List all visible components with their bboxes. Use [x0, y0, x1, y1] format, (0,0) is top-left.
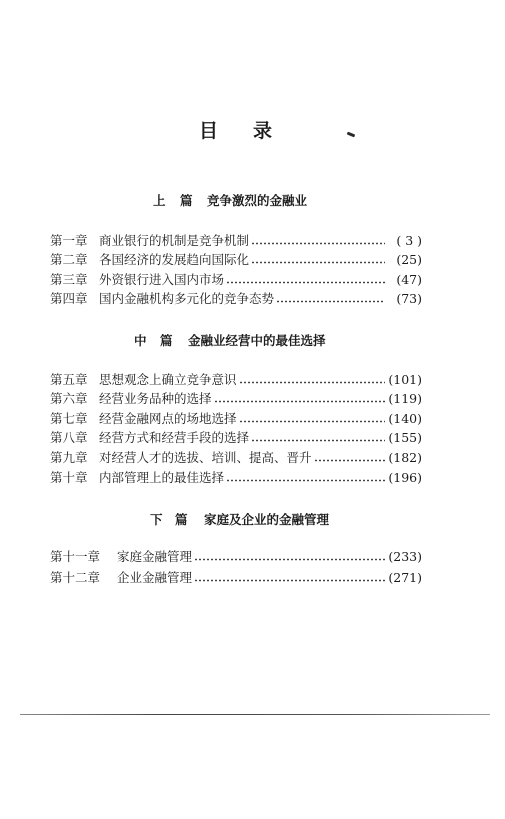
chapter-title: 国内金融机构多元化的竞争态势 [99, 291, 275, 306]
dot-leader [276, 290, 385, 307]
chapter-number: 第十二章 [50, 570, 101, 585]
chapter-title: 家庭金融管理 [117, 549, 193, 564]
dot-leader [251, 429, 385, 446]
toc-entry [50, 548, 422, 565]
page-number: (73) [396, 291, 422, 306]
chapter-number: 第十章 [50, 470, 88, 485]
dot-leader [251, 251, 385, 268]
section-pian-label: 篇 [160, 333, 173, 348]
footer-rule [20, 714, 490, 715]
toc-entry [50, 390, 422, 407]
section-part-label: 下 [150, 512, 163, 527]
toc-entry [50, 290, 422, 307]
chapter-number: 第六章 [50, 391, 88, 406]
page-number: ( 3 ) [396, 233, 422, 248]
toc-entry [50, 232, 422, 249]
chapter-number: 第七章 [50, 411, 88, 426]
chapter-number: 第十一章 [50, 549, 101, 564]
page-number: (140) [388, 411, 422, 426]
toc-entry [50, 271, 422, 288]
dot-leader [251, 232, 385, 249]
page-number: (101) [388, 372, 422, 387]
chapter-number: 第五章 [50, 372, 88, 387]
dot-leader [194, 569, 385, 586]
section-heading: 竞争激烈的金融业 [207, 193, 308, 208]
page-title-char-1: 目 [199, 120, 219, 142]
section-heading: 金融业经营中的最佳选择 [188, 333, 326, 348]
chapter-title: 思想观念上确立竞争意识 [99, 372, 237, 387]
dot-leader [194, 548, 385, 565]
page-number: (233) [388, 549, 422, 564]
page-number: (271) [388, 570, 422, 585]
page-number: (25) [396, 252, 422, 267]
page-number: (155) [388, 430, 422, 445]
page-number: (182) [388, 450, 422, 465]
chapter-title: 商业银行的机制是竞争机制 [99, 233, 250, 248]
toc-entry [50, 569, 422, 586]
chapter-title: 外资银行进入国内市场 [99, 272, 225, 287]
chapter-title: 经营业务品种的选择 [99, 391, 212, 406]
chapter-title: 经营方式和经营手段的选择 [99, 430, 250, 445]
page-number: (196) [388, 470, 422, 485]
dot-leader [226, 469, 385, 486]
chapter-title: 内部管理上的最佳选择 [99, 470, 225, 485]
dot-leader [214, 390, 385, 407]
toc-entry [50, 429, 422, 446]
toc-entry [50, 251, 422, 268]
section-part-label: 中 [134, 333, 147, 348]
dot-leader [239, 410, 385, 427]
toc-entry [50, 410, 422, 427]
chapter-number: 第九章 [50, 450, 88, 465]
section-heading: 家庭及企业的金融管理 [204, 512, 330, 527]
chapter-number: 第三章 [50, 272, 88, 287]
chapter-title: 对经营人才的选拔、培训、提高、晋升 [99, 450, 312, 465]
toc-entry [50, 371, 422, 388]
chapter-number: 第八章 [50, 430, 88, 445]
section-pian-label: 篇 [175, 512, 188, 527]
dot-leader [239, 371, 385, 388]
dot-leader [226, 271, 385, 288]
chapter-title: 各国经济的发展趋向国际化 [99, 252, 250, 267]
chapter-number: 第一章 [50, 233, 88, 248]
page-number: (119) [388, 391, 422, 406]
chapter-number: 第四章 [50, 291, 88, 306]
scan-mark [347, 132, 356, 138]
chapter-number: 第二章 [50, 252, 88, 267]
chapter-title: 企业金融管理 [117, 570, 193, 585]
dot-leader [314, 449, 385, 466]
section-part-label: 上 [153, 193, 166, 208]
page-title-char-2: 录 [253, 120, 273, 142]
toc-entry [50, 449, 422, 466]
section-pian-label: 篇 [180, 193, 193, 208]
chapter-title: 经营金融网点的场地选择 [99, 411, 237, 426]
toc-entry [50, 469, 422, 486]
page-number: (47) [396, 272, 422, 287]
